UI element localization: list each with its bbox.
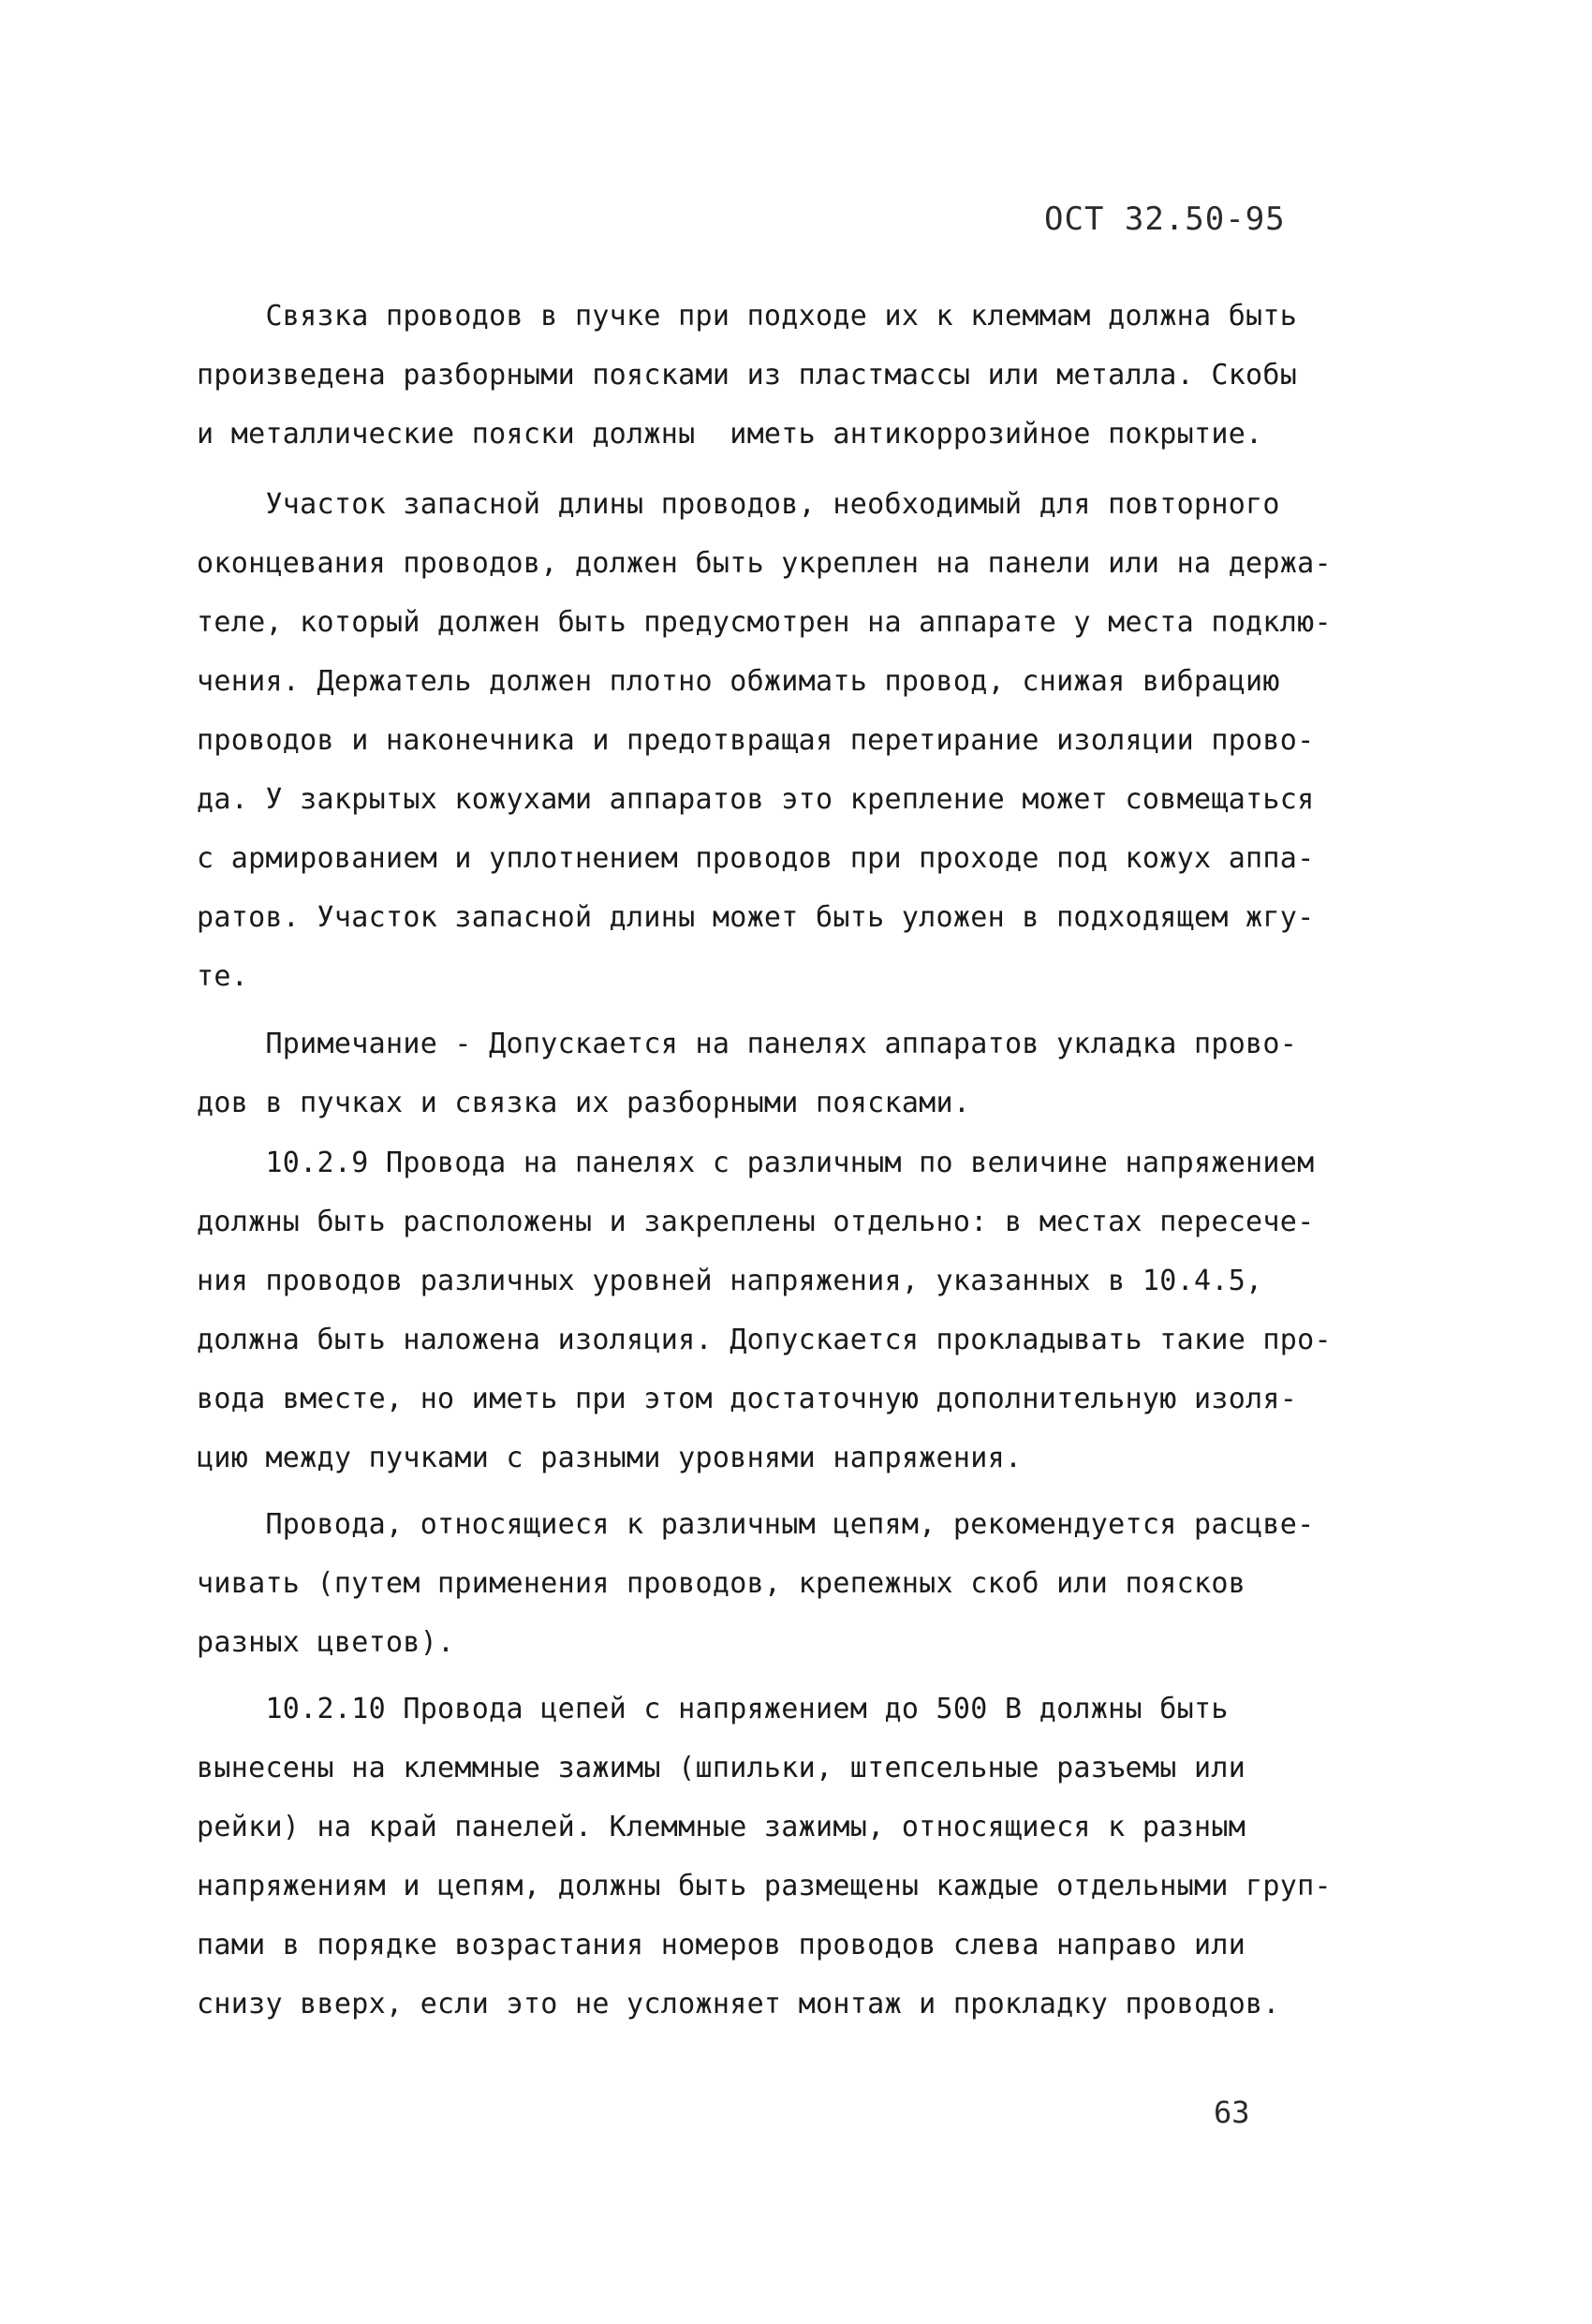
text-line: Провода, относящиеся к различным цепям, рекомендуется расцве- — [197, 1508, 1315, 1541]
note-line: дов в пучках и связка их разборными поясками. — [197, 1087, 971, 1119]
text-line: те. — [197, 960, 249, 993]
text-line: снизу вверх, если это не усложняет монтаж и прокладку проводов. — [197, 1988, 1280, 2021]
text-line: цию между пучками с разными уровнями напряжения. — [197, 1442, 1023, 1474]
note-line: Примечание - Допускается на панелях аппаратов укладка прово- — [197, 1028, 1298, 1060]
text-line: и металлические пояски должны иметь антикоррозийное покрытие. — [197, 418, 1263, 451]
text-line: оконцевания проводов, должен быть укреплен на панели или на держа- — [197, 547, 1332, 580]
text-line: с армированием и уплотнением проводов при проходе под кожух аппа- — [197, 842, 1315, 875]
text-line: произведена разборными поясками из пластмассы или металла. Скобы — [197, 359, 1298, 392]
clause-line: 10.2.10 Провода цепей с напряжением до 500 В должны быть — [197, 1693, 1229, 1725]
text-line: пами в порядке возрастания номеров проводов слева направо или — [197, 1929, 1246, 1961]
text-line: напряжениям и цепям, должны быть размещены каждые отдельными груп- — [197, 1870, 1332, 1902]
text-line: ния проводов различных уровней напряжения, указанных в 10.4.5, — [197, 1265, 1263, 1297]
text-line: да. У закрытых кожухами аппаратов это крепление может совмещаться — [197, 783, 1315, 816]
page-number: 63 — [1214, 2095, 1250, 2130]
text-line: проводов и наконечника и предотвращая перетирание изоляции прово- — [197, 724, 1315, 757]
text-line: Связка проводов в пучке при подходе их к клеммам должна быть — [197, 300, 1298, 333]
text-line: Участок запасной длины проводов, необходимый для повторного — [197, 488, 1280, 521]
text-line: теле, который должен быть предусмотрен на аппарате у места подклю- — [197, 606, 1332, 639]
document-code: ОСТ 32.50-95 — [1044, 200, 1286, 238]
text-line: чивать (путем применения проводов, крепежных скоб или поясков — [197, 1567, 1246, 1600]
text-line: чения. Держатель должен плотно обжимать провод, снижая вибрацию — [197, 665, 1280, 698]
clause-line: 10.2.9 Провода на панелях с различным по величине напряжением — [197, 1147, 1315, 1179]
text-line: рейки) на край панелей. Клеммные зажимы, относящиеся к разным — [197, 1811, 1246, 1843]
text-line: должны быть расположены и закреплены отдельно: в местах пересече- — [197, 1206, 1315, 1238]
text-line: ратов. Участок запасной длины может быть уложен в подходящем жгу- — [197, 901, 1315, 934]
text-line: вынесены на клеммные зажимы (шпильки, штепсельные разъемы или — [197, 1752, 1246, 1784]
text-line: вода вместе, но иметь при этом достаточную дополнительную изоля- — [197, 1383, 1298, 1415]
text-line: разных цветов). — [197, 1626, 455, 1659]
text-line: должна быть наложена изоляция. Допускается прокладывать такие про- — [197, 1324, 1332, 1356]
